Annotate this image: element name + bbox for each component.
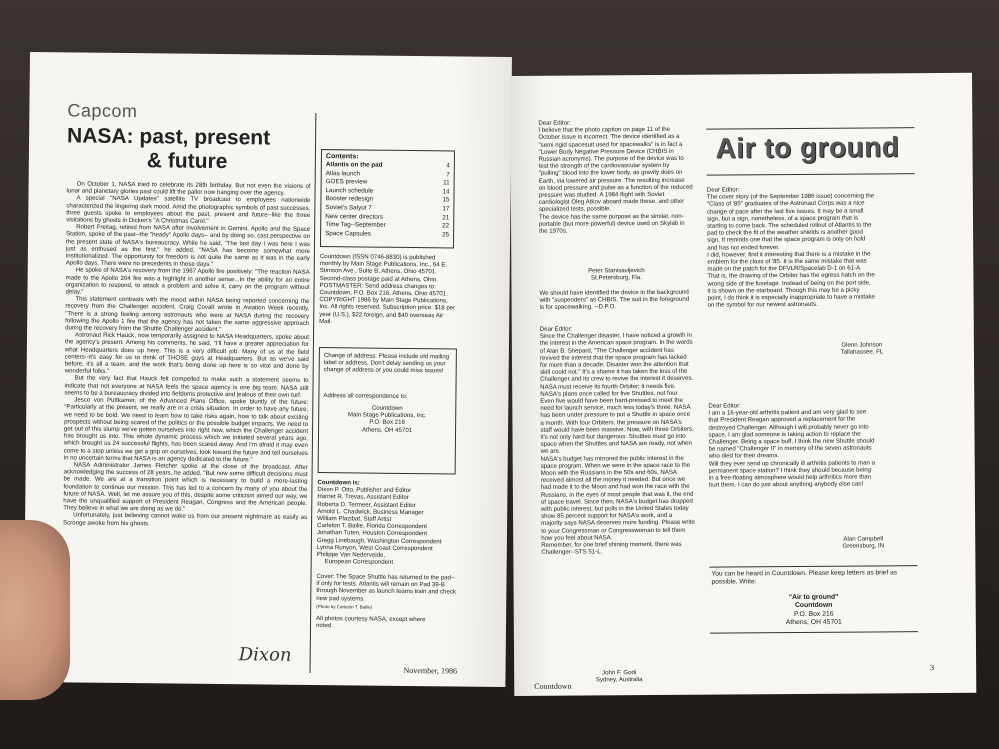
change-of-address-text: Change of address: Please include old mailing label or address. Don't delay sending us your change of address or you could miss issues! bbox=[323, 352, 450, 375]
contents-item[interactable]: GOES preview 11 bbox=[325, 178, 450, 187]
article-paragraph: Unfortunately, just believing cannot wake us from our present nightmare as easily as Scrooge awoke from his ghosts. bbox=[63, 511, 308, 527]
photos-note: All photos courtesy NASA, except where noted. bbox=[315, 615, 426, 630]
cover-note: Cover: The Space Shuttle has returned to the pad--if only for tests. Atlantis will remain on Pad 39-B through November as launch teams train and check new pad systems. bbox=[316, 573, 456, 603]
article-paragraph: Robert Freitag, retired from NASA after involvement in Gemini, Apollo and the Space Station, spoke of the past--the "heady" Apollo days-- and by doing so, cast perspective on the present state of NASA's bureaucracy. While he said, "The last day I was here I was just as enthused as the first," he added, "NASA has become somewhat more institutionalized. The opportunity for freedom is not quite the same as it was in the early Apollo days. There were no precedents in those days." bbox=[65, 223, 311, 269]
letter-signature: Peter Stanisavljevich St.Petersburg, Fla. bbox=[588, 267, 645, 282]
article-body bbox=[62, 180, 311, 663]
article-paragraph: This statement contrasts with the mood within NASA being reported concerning the recovery from the Challenger accident. Craig Covalt wrote in Aviation Week recently, "There is a strong feeling among astronauts who were at NASA during the recovery following the Apollo 1 fire that the agency has not taken the same aggressive approach during the recovery from the Shuttle Challenger accident." bbox=[65, 295, 310, 334]
article-paragraph: NASA Administrator James Fletcher spoke at the close of the broadcast. After acknowledging the success of 28 years, he added, "But now some difficult decisions must be made. We are at a transition point which is necessary to build a more-lasting foundation to continue our mission. This has led to a concern by many of you about the future of NASA. Well, let me assure you of this, despite some criticism aimed our way, we have the unqualified support of President Reagan, Congress and the American people. They believe in what we are doing as we do." bbox=[63, 461, 308, 513]
editor-reply: We should have identified the device in the background with "suspenders" as CHBIS. The suit in the foreground is for spacewalking. --D.P.O. bbox=[539, 288, 690, 312]
staff-entry: Philippe Van Nederveide, bbox=[316, 551, 386, 559]
article-paragraph: But the very fact that Hauck felt compelled to make such a statement seems to indicate that not everyone at NASA feels the space agency is one big team. NASA still seems to be a bureaucracy divided into fiefdoms protective and jealous of their own turf. bbox=[64, 374, 309, 399]
folio-name: Countdown bbox=[534, 681, 572, 691]
contents-box bbox=[320, 149, 455, 248]
contents-item[interactable]: Atlantis on the pad 4 bbox=[325, 161, 450, 170]
staff-entry: Roberta D. Termeer, Assistant Editor bbox=[317, 500, 416, 509]
headline-line-1: NASA: past, present bbox=[67, 124, 271, 150]
article-paragraph: He spoke of NASA's recovery from the 1967 Apollo fire positively: "The reaction NASA made to the Apollo 204 fire was a highlight in another sense...In the ability for an entire organization to respond, to attack a problem and solve it, carry on the program without delay." bbox=[65, 266, 310, 296]
letter: Dear Editor: I am a 16-year-old arthritis patient and am very glad to see that President Reagan approved a replacement for the destroyed Challenger. Although I will probably never go into space, I am glad someone is taking action to replace the Challenger. Being a space buff, I think the new Shuttle should be named "Challenger II" in memory of the seven astronauts who died for their dreams. Will they ever send up chronically ill arthritis patients to man a permanent space station? I think they should because being in a free-floating atmosphere would help arthritics more than hurt them. I can do just about anything anybody else can! bbox=[708, 402, 876, 489]
headline-line-2: & future bbox=[146, 149, 228, 174]
contents-item[interactable]: Space Capsules 25 bbox=[325, 229, 450, 239]
staff-entry: European Correspondent bbox=[324, 558, 394, 567]
staff-entry: Dixon P. Otto, Publisher and Editor bbox=[317, 486, 412, 495]
contents-item[interactable]: Atlas launch 7 bbox=[325, 169, 450, 178]
column-divider bbox=[310, 113, 317, 673]
section-title: Capcom bbox=[67, 100, 138, 122]
contents-item[interactable]: Soviet's Salyut 7 17 bbox=[325, 204, 450, 213]
letter: Dear Editor: I believe that the photo caption on page 11 of the October issue is incorrect. The device identified as a "semi rigid spacesuit used for spacewalks" is in fact a "Lower Body Negative Pressure Device (CHBIS in Russian acronyms). The purpose of the device was to test the strength of the cardiovascular system by "pulling" blood into the lower body, as gravity does on Earth, via lowered air pressure. The resulting increase on blood pressure and pulse as a function of the reduced pressure was studied. A 1984 flight with Soviet cardiologist Oleg Atkov aboard made these, and other specialized tests, possible. The device has the same purpose as the similar, non-portable (but more powerful) device used on Skylab in the 1970s. bbox=[538, 119, 693, 235]
publication-info: Countdown (ISSN 0746-8830) is published monthly by Main Stage Publications, Inc., 64 E. Stimson Ave., Suite B, Athens, Ohio 45701. Second-class postage paid at Athens, Ohio. POSTMASTER: Send address changes to: Countdown, P.O. Box 216, Athens, Ohio 45701. COPYRIGHT 1986 by Main Stage Publications, Inc. All rights reserved. Subscription price: $18 per year (U.S.), $22 foreign, and $40 overseas Air Mail. bbox=[319, 253, 456, 326]
editor-signature: Dixon bbox=[238, 644, 292, 666]
staff-entry: Carleton T. Bailie, Florida Correspondent bbox=[317, 522, 428, 531]
letter-signature: Glenn Johnson Tallahassee, FL bbox=[840, 341, 884, 356]
change-of-address-box bbox=[318, 347, 457, 474]
mailing-address: Countdown Main Stage Publications, Inc. P.O. Box 216 Athens, OH 45701 bbox=[347, 404, 427, 434]
staff-list bbox=[317, 479, 458, 567]
title-rule-bottom bbox=[707, 173, 915, 175]
staff-entry: Jonathan Tuten, Houston Correspondent bbox=[316, 529, 428, 538]
address-intro: Address all correspondence to: bbox=[323, 392, 408, 400]
letter: Dear Editor: The cover story (of the September 1986 issue) concerning the "Class of '85" graduates of the Astronaut Corps was a nice change of pace after the last five issues. It may be a small sign, but a sign, nonetheless, of a space program that is starting to come back. The scheduled rollout of Atlantis to the pad to check the fit of the weather shields is another good sign. It reminds one that the space program is only on hold and has not ended forever. I did, however, find it interesting that there is a mistake in the emblem for the class of '85. It is the same mistake that was made on the patch for the DFVLR/Spacelab D-1 on 61-A. That is, the drawing of the Orbiter has the egress hatch on the wrong side of the fuselage. Instead of being on the port side, it is shown on the starboard. Though this may be a picky point, I do think it is especially inappropriate to have a mistake on the symbol for our newest astronauts. bbox=[706, 186, 875, 309]
article-paragraph: On October 1, NASA tried to celebrate its 28th birthday. But not even the visions of lunar and planetary glories past could lift the pallor now hanging over the agency. bbox=[66, 180, 311, 197]
article-paragraph: Jesco von Puttkamer, of the Advanced Plans Office, spoke bluntly of the future: "Particularly at the present, we really are in a crisis situation. In order to have any future, we need to be bold. We need to learn how to take risks again, how to talk about exciting prospects without being scared of the politics or the possible budget impacts. We need to get out of this slump we've gotten ourselves into right now, which the Challenger accident has brought us into. This whole dynamic process which we initiated several years ago, which brought us 24 successful flights, has been scared away. And I'm afraid it may even come to a stop unless we get a grip on ourselves, look toward the future and tell ourselves in no uncertain terms that NASA is an agency dedicated to the future." bbox=[63, 396, 309, 464]
contents-item[interactable]: New center directors 21 bbox=[325, 212, 450, 221]
section-title: Air to ground bbox=[715, 131, 900, 164]
staff-entry: Arnold L. Chadwick, Business Manager bbox=[317, 507, 424, 516]
left-page bbox=[23, 52, 512, 687]
letter-signature: John F. Godi Sydney, Australia bbox=[595, 669, 643, 684]
footer-address: "Air to ground" Countdown P.O. Box 216 Athens, OH 45701 bbox=[785, 593, 842, 627]
footer-rule-bottom bbox=[710, 631, 918, 633]
holding-hand bbox=[0, 520, 70, 700]
staff-title: Countdown is: bbox=[317, 479, 360, 487]
article-paragraph: A special "NASA Updates" satellite TV broadcast to employees nationwide characterized the lingering dark mood. Amid the photographic symbols of past successes, three guests spoke to employees about the past, present and future--like the three visitations by ghosts in Dicken's "A Christmas Carol." bbox=[66, 194, 311, 225]
staff-entry: William Plazibat, Staff Artist bbox=[317, 515, 392, 523]
article-paragraph: Astronaut Rick Hauck, now temporarily assigned to NASA Headquarters, spoke about the agency's present. Among his comments, he said, "I'll have a greater appreciation for what Headquarters does up here. This is a very difficult job. Many of us at the field centers--it's easy for us to think of THOSE guys at Headquarters. But as we've said before, it's all a team, and the work that's being done up here is so vital and done by wonderful folks." bbox=[64, 331, 310, 376]
title-rule-top bbox=[706, 127, 914, 129]
right-page bbox=[510, 73, 976, 696]
staff-entry: Harriet R. Trevas, Assistant Editor bbox=[317, 493, 409, 502]
contents-item[interactable]: Booster redesign 15 bbox=[325, 195, 450, 204]
letter-signature: Alan Campbell Greensburg, IN bbox=[842, 535, 885, 550]
footer-note: You can be heard in Countdown. Please keep letters as brief as possible. Write: bbox=[711, 569, 898, 586]
photo-credit: (Photo by Carleton T. Bailie) bbox=[316, 604, 373, 610]
contents-item[interactable]: Launch schedule 14 bbox=[325, 186, 450, 196]
issue-date: November, 1986 bbox=[403, 665, 458, 676]
footer-rule bbox=[709, 565, 917, 567]
page-number-right: 3 bbox=[930, 663, 935, 673]
letter: Dear Editor: Since the Challenger disaster, I have noticed a growth in the interest in the American space program. In the words of Alan B. Shepard, "The Challenger accident has revived the interest that the space program has lacked for more than a decade. Disaster won the attention that skill could not." It's a shame it has taken the loss of the Challenger and its crew to revive the interest it deserves. NASA must receive its fourth Orbiter; it needs five. NASA's plans once called for five Shuttles, not four. Even five would have been hard-pressed to meet the need for launch service, much less today's three. NASA has been under pressure to put a Shuttle in space once a month. With four Orbiters, the pressure on NASA's staff would have been massive. Now, with three Orbiters, it's not only hard but dangerous. Shuttles must go into space when the Shuttles and NASA are ready, not when we are. NASA's budget has mirrored the public interest in the space program. When we were in the space race to the Moon with the Russians in the 50s and 60s, NASA received almost all the money it needed. But once we had made it to the Moon and had won the race with the Russians, in the eyes of most people that was it, the end of space travel. Since then, NASA's budget has dropped with public interest, but polls in the United States today show 85 percent support for NASA's work, and a majority says NASA deserves more funding. Please write to your Congressman or Congresswoman to tell them how you feel about NASA. Remember, for one brief shining moment, there was Challenger--STS 51-L. bbox=[539, 325, 695, 557]
staff-entry: Gregg Linebaugh, Washington Correspondent bbox=[316, 536, 442, 545]
contents-item[interactable]: Time Tag--September 22 bbox=[325, 221, 450, 230]
staff-entry: Lynna Runyon, West Coast Correspondent bbox=[316, 543, 433, 553]
contents-title: Contents: bbox=[325, 153, 359, 161]
